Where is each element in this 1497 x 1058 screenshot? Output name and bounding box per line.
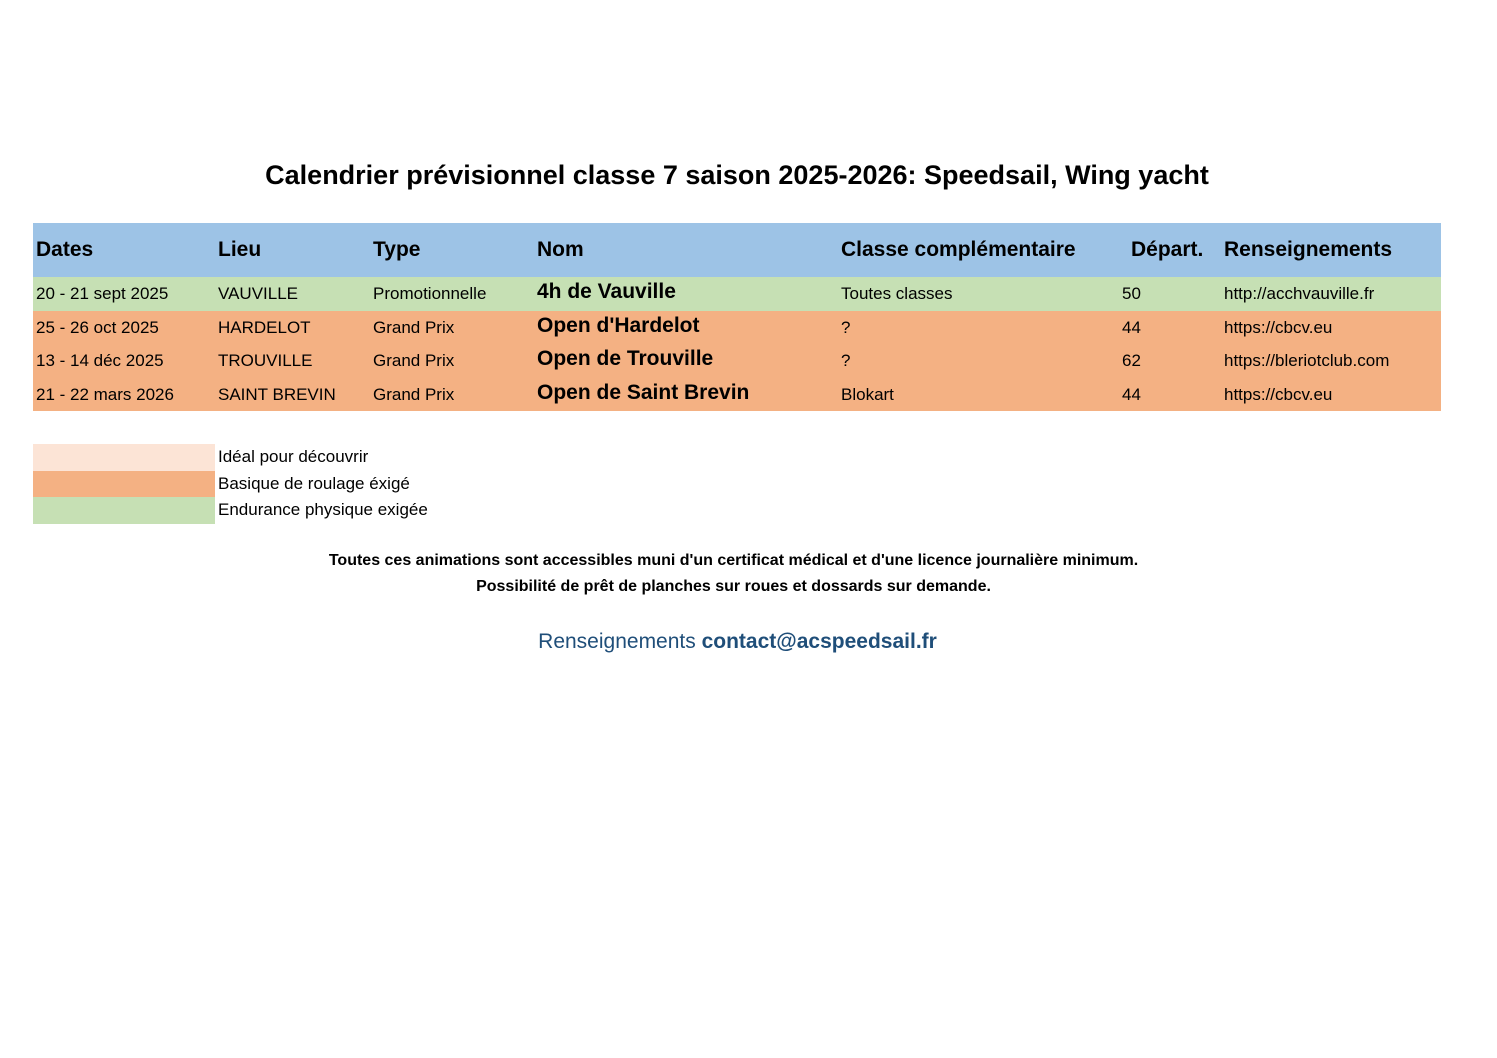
cell-lieu: SAINT BREVIN: [218, 384, 336, 404]
header-nom: Nom: [537, 238, 584, 261]
table-row: [33, 277, 1441, 311]
cell-nom: Open de Saint Brevin: [537, 380, 750, 404]
note-certificate: Toutes ces animations sont accessibles muni d'un certificat médical et d'une licence journalière minimum.: [328, 552, 1139, 569]
header-depart: Départ.: [1131, 238, 1204, 261]
legend-label: Idéal pour découvrir: [218, 447, 369, 466]
cell-depart: 44: [1122, 384, 1141, 404]
cell-type: Promotionnelle: [373, 284, 487, 303]
header-type: Type: [373, 238, 421, 261]
cell-dates: 13 - 14 déc 2025: [36, 351, 164, 370]
note-loan: Possibilité de prêt de planches sur roues et dossards sur demande.: [476, 578, 991, 595]
cell-nom: Open de Trouville: [537, 347, 714, 370]
cell-depart: 50: [1122, 284, 1141, 303]
cell-lieu: VAUVILLE: [218, 284, 299, 303]
legend-label: Basique de roulage éxigé: [218, 473, 410, 493]
cell-info-link[interactable]: https://cbcv.eu: [1224, 384, 1333, 404]
cell-dates: 21 - 22 mars 2026: [36, 384, 174, 404]
cell-info-link[interactable]: http://acchvauville.fr: [1224, 284, 1375, 303]
page-title: Calendrier prévisionnel classe 7 saison 2025-2026: Speedsail, Wing yacht: [265, 160, 1209, 190]
table-header: [33, 223, 1441, 277]
cell-depart: 62: [1122, 351, 1141, 370]
legend-swatch: [33, 471, 215, 498]
legend-swatch: [33, 444, 215, 471]
calendar-table: [33, 223, 1441, 411]
cell-type: Grand Prix: [373, 317, 455, 337]
table-row: [33, 311, 1441, 345]
cell-lieu: HARDELOT: [218, 317, 311, 337]
contact-label: Renseignements: [538, 630, 696, 653]
cell-info-link[interactable]: https://bleriotclub.com: [1224, 351, 1390, 370]
legend-label: Endurance physique exigée: [218, 500, 428, 519]
header-classe: Classe complémentaire: [841, 238, 1076, 261]
header-lieu: Lieu: [218, 238, 262, 261]
cell-classe: ?: [841, 351, 851, 370]
cell-dates: 20 - 21 sept 2025: [36, 284, 169, 303]
cell-info-link[interactable]: https://cbcv.eu: [1224, 317, 1333, 337]
cell-lieu: TROUVILLE: [218, 351, 313, 370]
cell-classe: Blokart: [841, 384, 894, 404]
cell-nom: 4h de Vauville: [537, 280, 676, 303]
legend-swatch: [33, 497, 215, 524]
cell-classe: ?: [841, 317, 851, 337]
cell-type: Grand Prix: [373, 351, 455, 370]
table-row: [33, 378, 1441, 412]
cell-classe: Toutes classes: [841, 284, 953, 303]
cell-nom: Open d'Hardelot: [537, 313, 700, 337]
cell-dates: 25 - 26 oct 2025: [36, 317, 159, 337]
header-renseignements: Renseignements: [1224, 238, 1393, 261]
contact-line: [0, 630, 1475, 654]
cell-depart: 44: [1122, 317, 1141, 337]
header-dates: Dates: [36, 238, 94, 261]
cell-type: Grand Prix: [373, 384, 455, 404]
table-row: [33, 344, 1441, 378]
contact-email-link[interactable]: contact@acspeedsail.fr: [701, 630, 937, 653]
